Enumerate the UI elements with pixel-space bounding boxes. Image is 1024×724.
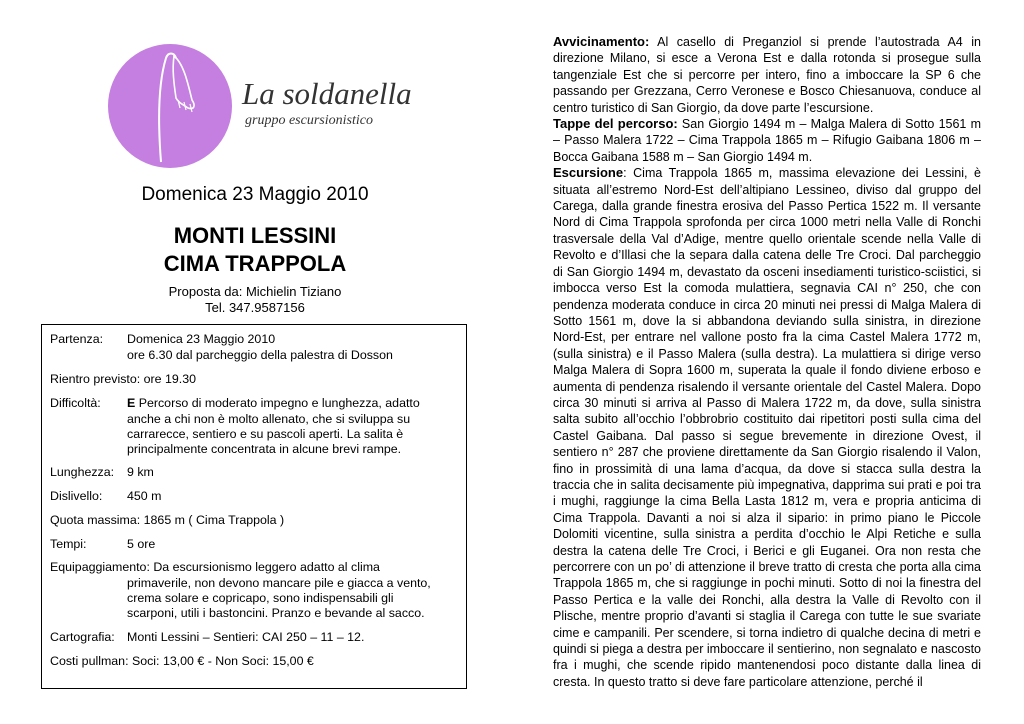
equipaggiamento-text-2: primaverile, non devono mancare pile e giacca a vento, <box>127 576 431 590</box>
logo-title: La soldanella <box>242 76 412 111</box>
title-line-2: CIMA TRAPPOLA <box>163 251 347 276</box>
soldanella-logo-icon <box>108 44 232 168</box>
dislivello-label: Dislivello: <box>50 489 103 503</box>
lunghezza-row <box>50 464 154 480</box>
lunghezza-value: 9 km <box>127 465 154 479</box>
avvicinamento-paragraph <box>553 34 981 116</box>
dislivello-row <box>50 488 161 504</box>
partenza-detail: ore 6.30 dal parcheggio della palestra di Dosson <box>127 348 393 362</box>
tappe-text: San Giorgio 1494 m – Malga Malera di Sotto 1561 m – Passo Malera 1722 – Cima Trappola 1865 m – Rifugio Gaibana 1806 m – Bocca Gaibana 1588 m – San Giorgio 1494 m. <box>553 117 981 164</box>
lunghezza-label: Lunghezza: <box>50 465 115 479</box>
tempi-value: 5 ore <box>127 537 156 551</box>
tempi-row <box>50 536 155 552</box>
tappe-paragraph <box>553 116 981 165</box>
escursione-paragraph <box>553 165 981 690</box>
description-column <box>553 34 981 690</box>
proposal-text: Proposta da: Michielin Tiziano <box>168 284 342 299</box>
avvicinamento-text: Al casello di Preganziol si prende l’autostrada A4 in direzione Milano, si esce a Verona Est e dalla rotonda si prosegue sulla tangenziale Est che si percorre per intero, fino a imboccare la SP 6 che passando per Grezzana, Cerro Veronese e Bosco Chiesanuova, conduce al centro turistico di San Giorgio, da dove parte l’escursione. <box>553 35 981 115</box>
cartografia-row <box>50 629 364 645</box>
difficolta-text-3: carrarecce, sentiero e su pascoli aperti. La salita è <box>127 427 404 441</box>
partenza-date: Domenica 23 Maggio 2010 <box>127 332 276 346</box>
cartografia-value: Monti Lessini – Sentieri: CAI 250 – 11 – 12. <box>127 630 365 644</box>
difficolta-label: Difficoltà: <box>50 396 101 410</box>
difficolta-text-4: principalmente concentrata in alcune brevi rampe. <box>127 442 402 456</box>
partenza-label: Partenza: <box>50 332 104 346</box>
cartografia-label: Cartografia: <box>50 630 115 644</box>
costi-row: Costi pullman: Soci: 13,00 € - Non Soci: 15,00 € <box>50 654 314 668</box>
partenza-row <box>50 331 275 347</box>
equipaggiamento-row: Equipaggiamento: Da escursionismo leggero adatto al clima <box>50 560 380 574</box>
avvicinamento-heading: Avvicinamento: <box>553 34 650 49</box>
quota-row: Quota massima: 1865 m ( Cima Trappola ) <box>50 513 285 527</box>
equipaggiamento-text-3: crema solare e copricapo, sono indispensabili gli <box>127 591 394 605</box>
title-line-1: MONTI LESSINI <box>173 223 337 248</box>
rientro-row: Rientro previsto: ore 19.30 <box>50 372 197 386</box>
tempi-label: Tempi: <box>50 537 87 551</box>
difficolta-text-2: anche a chi non è molto allenato, che si sviluppa su <box>127 412 411 426</box>
logo-subtitle: gruppo escursionistico <box>245 113 373 128</box>
tappe-heading: Tappe del percorso: <box>553 116 678 132</box>
proposal-block <box>0 284 510 316</box>
event-date: Domenica 23 Maggio 2010 <box>141 184 369 205</box>
escursione-heading: Escursione <box>553 165 624 181</box>
phone-text: Tel. 347.9587156 <box>205 300 305 315</box>
difficolta-grade: E <box>127 396 136 410</box>
escursione-text: : Cima Trappola 1865 m, massima elevazione dei Lessini, è situata all’estremo Nord-Est dell’altipiano Lessineo, diviso dal gruppo del Carega, dalla grande finestra erosiva del Passo Pertica 1522 m. Il versante Nord di Cima Trappola sprofonda per circa 1000 metri nella Valle di Ronchi trasversale della Val d’Adige, mentre quello orientale scende nella Valle di Revolto e d’Illasi che la separa dalla catena delle Tre Croci. Dal parcheggio di San Giorgio 1494 m, devastato da osceni insediamenti turistico-sciistici, si imbocca verso Est la comoda mulattiera, segnavia CAI n° 250, che con pendenza moderata conduce in circa 20 minuti nei pressi di Malga Malera di Sotto 1561 m, dove la si abbandona deviando sulla sinistra, in direzione Nord-Est, per entrare nel vallone posto fra la cima Castel Malera 1772 m, (sulla sinistra) e il Passo Malera (sulla destra). La mulattiera si dirige verso Malga Malera di Sopra 1600 m, superata la quale il fondo diviene erboso e aumenta di pendenza risalendo il versante orientale del Castel Malera. Dopo circa 30 minuti si arriva al Passo di Malera 1722 m, da dove, sulla sinistra salta subito all’occhio l’obbrobrio costituito dai ripetitori posti sulla cima del Castel Gaibana. Dal passo si segue brevemente in direzione Ovest, il sentiero n° 287 che proviene direttamente da San Giorgio risalendo il Valon, fino in prossimità di una lama d’acqua, da dove si stacca sulla destra la traccia che in salita decisamente più impegnativa, dapprima sui prati e poi tra i mughi, raggiunge la cima Bella Lasta 1812 m, vera e propria anticima di Cima Trappola. Davanti a noi si alza il sipario: in primo piano le Piccole Dolomiti vicentine, sulla sinistra a perdita d’occhio le Alpi Retiche e sulla destra la catena delle Tre Croci, i Berici e gli Euganei. Ora non resta che percorrere con un po’ di attenzione il breve tratto di cresta che porta alla cima Trappola 1865 m, che si raggiunge in pochi minuti. Sotto di noi la finestra del Passo Pertica e la valle dei Ronchi, alla destra la Valle di Revolto con il Plische, mentre proprio d’avanti si staglia il Carega con tutte le sue svariate cime e campanili. Per scendere, si torna indietro di qualche decina di metri e quindi si piega a destra per imboccare il sentierino, non segnalato e nascosto fra i mughi, che scende ripido mantenendosi poco distante dalla linea di cresta. In questo tratto si deve fare particolare attenzione, perché il <box>553 166 981 689</box>
dislivello-value: 450 m <box>127 489 162 503</box>
difficolta-row <box>50 395 420 411</box>
equipaggiamento-text-4: scarponi, utili i bastoncini. Pranzo e bevande al sacco. <box>127 606 425 620</box>
difficolta-text-1: Percorso di moderato impegno e lunghezza, adatto <box>135 396 420 410</box>
